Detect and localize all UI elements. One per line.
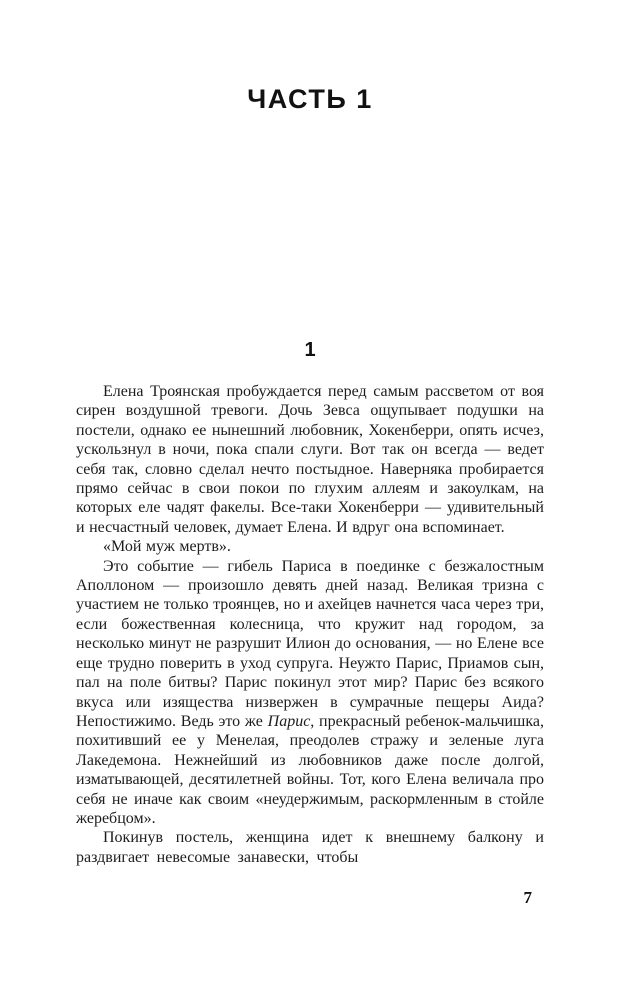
paragraph-4: Покинув постель, женщина идет к внешнему балкону и раздвигает невесомые занавески, чтобы	[76, 829, 544, 866]
paragraph-2: «Мой муж мертв».	[103, 538, 231, 556]
paragraph-3-text-after: , прекрасный ребенок-мальчишка, похитивший ее у Менелая, преодолев стражу и зеленые луга Лакедемона. Нежнейший из любовников даже после долгой, изматывающей, десятилетней войны. Тот, кого Елена величала про себя не иначе как своим «неудержимым, раскормленным в стойле жеребцом».	[76, 712, 545, 827]
paragraph-3-italic-word: Парис	[267, 712, 311, 730]
part-heading: ЧАСТЬ 1	[247, 84, 373, 114]
body-text	[76, 382, 544, 867]
paragraph-3-text-before: Это событие — гибель Париса в поединке с безжалостным Аполлоном — произошло девять дней назад. Великая тризна с участием не только троянцев, но и ахейцев начнется часа через три, если божественная колесница, что кружит над городом, за несколько минут не разрушит Илион до основания, — но Елене все еще трудно поверить в уход супруга. Неужто Парис, Приамов сын, пал на поле битвы? Парис покинул этот мир? Парис без всякого вкуса или изящества низвержен в сумрачные пещеры Аида? Непостижимо. Ведь это же	[76, 557, 544, 730]
paragraph-1: Елена Троянская пробуждается перед самым рассветом от воя сирен воздушной тревоги. Дочь Зевса ощупывает подушки на постели, однако ее нынешний любовник, Хокенберри, опять исчез, ускользнул в ночи, пока спали слуги. Вот так он всегда — ведет себя так, словно сделал нечто постыдное. Наверняка пробирается прямо сейчас в свои покои по глухим аллеям и закоулкам, на которых еле чадят факелы. Все-таки Хокенберри — удивительный и несчастный человек, думает Елена. И вдруг она вспоминает.	[76, 383, 544, 536]
chapter-number: 1	[304, 339, 316, 361]
paragraph-3	[76, 557, 544, 829]
page-number: 7	[523, 888, 532, 907]
